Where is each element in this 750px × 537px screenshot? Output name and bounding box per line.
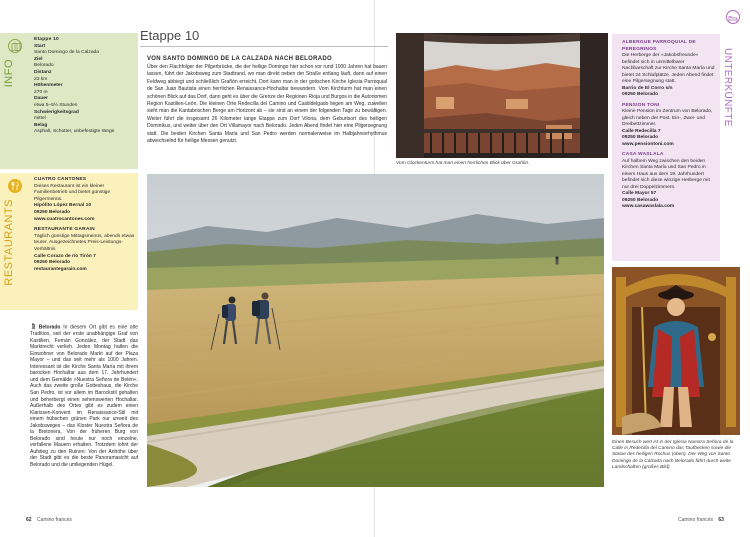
info-stage-title: Etappe 10 [34,37,59,42]
lodging-city: 09250 Belorado [622,92,659,97]
lodging-web[interactable]: www.pensiontoni.com [622,141,674,147]
difficulty-value: mittel [34,116,46,122]
restaurant-address: Calle Corazo de río Tirón 7 [34,253,96,259]
duration-label: Dauer [34,96,48,102]
lodging-desc: Die Herberge der »Jakobsfreunde« befindet sich in unmittelbarer Nachbarschaft zur Kirche Santa María und bietet 24 Schlafplätze. Jeden Abend findet eine Pilgersegnung statt. [622,53,715,84]
restaurant-name: RESTAURANTE GARAIN [34,227,95,233]
restaurant-desc: Täglich günstige Mittagsmenüs, abends etwas teurer. Ausgezeichnetes Preis-Leistungs-Verhältnis [34,233,135,252]
lodging-web[interactable]: www.casawaslala.com [622,204,675,209]
difficulty-label: Schwierigkeitsgrad [34,109,79,115]
restaurant-name: CUATRO CANTONES [34,177,87,182]
restaurant-address: Hipólito López Bernal 10 [34,203,92,209]
tower-view-photo [396,33,608,158]
distance-label: Distanz [34,69,52,75]
elevation-label: Höhenmeter [34,83,63,89]
lodging-label: UNTERKÜNFTE [722,48,733,127]
info-label: INFO [3,59,15,88]
belorado-lead: Belorado [38,324,61,331]
restaurants-label: RESTAURANTS [3,199,15,286]
lodging-city: 09250 Belorado [622,135,659,140]
lodging-desc: Auf halbem Weg zwischen den beiden Kirchen Santa María und San Pedro in einem Haus aus dem 19. Jahrhundert befindet sich diese winzige Herberge mit nur drei Doppelzimmern. [622,158,710,190]
statue-caption: Einen Besuch wert ist in der Iglesia Nuestra Señora de la Calle in Redecilla del Camino das Taufbecken sowie die Statue des heiligen Rochus (oben). Der Weg von Santo Domingo de la Calzada nach Belorado führt durch weite Landschaften (großes Bild). [612,440,734,470]
title-rule [140,46,388,47]
lodging-content [622,40,716,211]
restaurants-content [34,177,135,273]
lodging-desc: Kleine Pension im Zentrum von Belorado, gleich neben der Post. Ein-, Zwei- und Dreibettzimmer. [622,109,713,127]
restaurants-label-column [0,173,30,310]
goal-value: Belorado [34,63,54,69]
footer-left [22,517,72,523]
elevation-value: 270 m [34,89,48,95]
belorado-description [30,323,138,469]
page-number-right: 63 [718,517,724,523]
surface-value: Asphalt, Schotter, unbefestigte Wege [34,129,115,135]
lodging-name: PENSION TONI [622,102,660,108]
info-content [34,37,135,136]
restaurant-city: 09250 Belorado [34,260,71,266]
footer-right-text: Camino francés [678,517,714,523]
map-icon [8,39,22,53]
restaurant-web[interactable]: www.cuatrocantones.com [34,216,95,222]
tower-caption: Vom Glockenturm hat man einen herrlichen Blick über Grañón. [396,161,530,166]
saint-statue-photo [612,267,740,435]
stage-title: Etappe 10 [140,28,200,43]
lodging-address: Calle Redecilla 7 [622,128,661,134]
start-label: Start [34,43,46,49]
bed-icon [726,10,740,24]
lodging-name: ALBERGUE PARROQUIAL DE PEREGRINOS [622,40,696,52]
distance-value: 23 km [34,76,48,82]
pilgrim-icon [30,325,39,331]
restaurants-box [0,173,138,310]
restaurant-web[interactable]: restaurantegarain.com [34,266,87,272]
duration-value: etwa 5–5½ Stunden [34,102,78,108]
lodging-name: CASA WASLALA [622,152,664,157]
start-value: Santo Domingo de la Calzada [34,50,99,56]
lodging-city: 09250 Belorado [622,197,659,203]
footer-left-text: Camino francés [36,517,72,523]
lodging-box [612,34,720,261]
article-heading: VON SANTO DOMINGO DE LA CALZADA NACH BELORADO [147,56,332,62]
restaurant-city: 09250 Belorado [34,209,71,215]
lodging-address: Calle Mayor 57 [622,191,657,196]
article-body: Über den Flachfolger der Pilgerbrücke, die der heilige Domingo hier schon vor rund 1000 Jahren hat bauen lassen, führt der Jakobsweg zum Stadtrand, wo man direkt neben der Straße entlang läuft, dann auf einen Feldweg abbiegt und schließlich Grañón erreicht. Dort kann man in der gotischen Kirche Iglesia Parroquial de San Juan Bautista einen herrlichen Renaissance-Hochaltar bewundern. Vom Kirchturm hat man einen schönen Blick auf das Dorf, dann geht es über die Grenze der Regionen Rioja und Burgos in die Autonomen Region Kastilien-León. Die kleinen Orte Redecilla del Camino und Castildelgado liegen am Weg, zuweilen sieht man die Kantabrischen Berge am Horizont ab – sie sind an einem der folgenden Tage zu bewältigen. Weiter führt die insgesamt 26 Kilometer lange Etappe zum Dorf Viloria, dem Geburtsort des heiligen Dominikus, und weiter über den Ort Villamayor nach Belorado. Jeden Abend findet hier eine Pilgersegnung statt. Die beiden Kirchen Santa María und San Pedro werden normalerweise im Halbjahresrhythmus abwechselnd für heilige Messen genutzt. [147,64,387,145]
restaurant-desc: Dieses Restaurant ist ein kleiner Familienbetrieb und bietet günstige Pilgermenüs. [34,183,111,202]
landscape-photo [147,174,604,487]
lodging-address: Barrio de El Corro s/n [622,85,673,91]
surface-label: Belag [34,122,48,128]
restaurant-icon [8,179,22,193]
footer-right [678,517,728,523]
info-box [0,33,138,169]
belorado-text: In diesem Ort gibt es eine alte Tradition, seit der erste unabhängige Graf von Kastilien, Fernán González, der Stadt das Marktrecht verlieh. Jeden Montag halten die Einwohner von Belorado Markt auf der Plaza Mayor – und das seit mehr als 1000 Jahren. Interessant ist die Kirche Santa María mit ihrem barocken Hochaltar aus dem 17. Jahrhundert und dem Gemälde »Nuestra Señora de Belén«. Auch das zweite große Gotteshaus, die Kirche San Pedro, ist vor allem im Barockstil gehalten und beherbergt einen sehenswerten Hochaltar. Außerhalb des Ortes gibt es zudem einen Klarissen-Konvent im Renaissance-Stil mit einem hübschen grünen Park nur unweit des Jakobsweges – das Kloster Nuestra Señora de la Bretonera. Von der früheren Burg von Belorado sind heute nur noch einzelne, verfallene Mauern erhalten. Trotzdem lohnt der Aufstieg zu den Ruinen: Von der Anhöhe über der Stadt gibt es die beste Panoramasicht auf Belorado und die umliegenden Hügel. [30,324,138,468]
page-number-left: 62 [26,517,32,523]
info-label-column [0,33,30,169]
goal-label: Ziel [34,56,43,62]
